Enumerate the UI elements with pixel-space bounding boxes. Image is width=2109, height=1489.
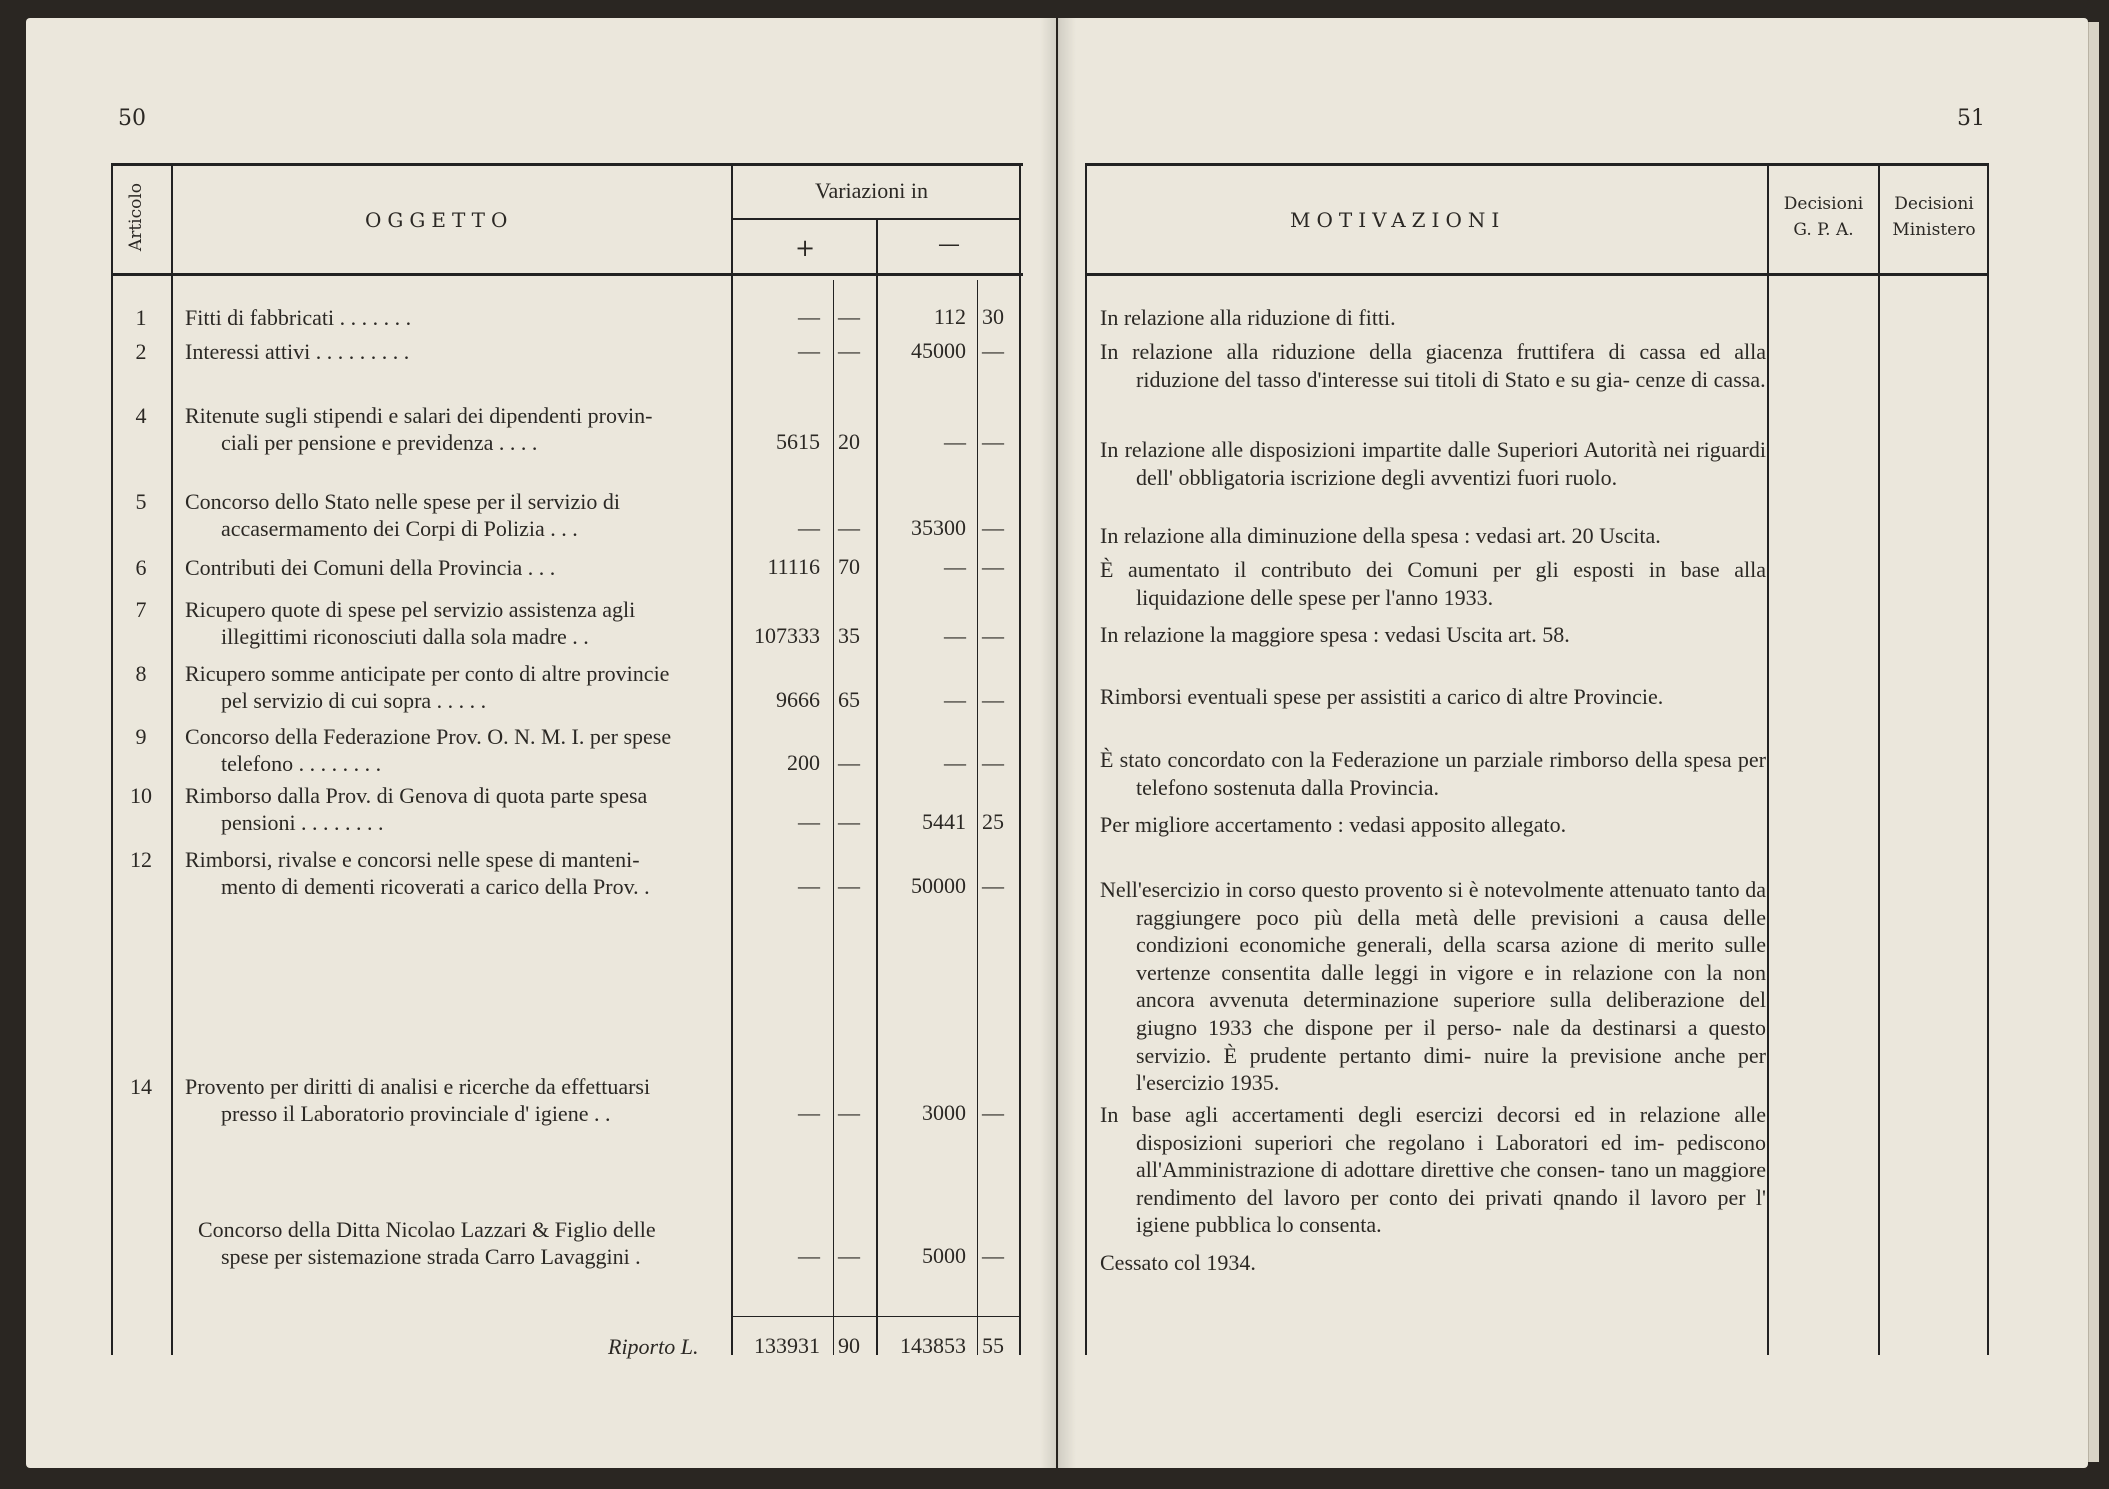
plus-dec-value: — <box>838 338 860 363</box>
minus-dec-value: 30 <box>982 304 1004 329</box>
oggetto-line: presso il Laboratorio provinciale d' igiene . . <box>221 1101 611 1126</box>
oggetto-line: Interessi attivi . . . . . . . . . <box>185 339 410 364</box>
page-number-right: 51 <box>1957 106 1985 131</box>
oggetto-divider <box>731 165 733 1355</box>
plus-dec-value: — <box>838 1100 860 1125</box>
left-table-top-rule <box>111 163 1023 166</box>
minus-int-value: — <box>944 687 966 712</box>
motivazione-text: In relazione alla diminuzione della spesa : vedasi art. 20 Uscita. <box>1100 523 1661 548</box>
oggetto-line: illegittimi riconosciuti dalla sola madre . . <box>221 624 589 649</box>
variazioni-subheader-rule <box>731 218 1019 220</box>
plus-header: + <box>795 234 816 262</box>
riporto-plus-int: 133931 <box>754 1333 820 1358</box>
articolo-number: 10 <box>130 783 152 808</box>
articolo-number: 2 <box>135 339 147 364</box>
minus-dec-value: — <box>982 873 1004 898</box>
riporto-minus-int: 143853 <box>900 1333 966 1358</box>
plus-dec-value: — <box>838 515 860 540</box>
motivazione-paragraph <box>1100 746 1766 801</box>
oggetto-line: Contributi dei Comuni della Provincia . . . <box>185 555 556 580</box>
minus-dec-value: 25 <box>982 809 1004 834</box>
plus-int-value: 9666 <box>776 687 820 712</box>
plus-int-value: — <box>798 338 820 363</box>
left-table-right-border <box>1019 165 1021 1355</box>
motivazione-text: In relazione alle disposizioni impartite dalle Superiori Autorità nei riguardi dell' obbligatoria iscrizione degli avventizi fuori ruolo. <box>1100 437 1766 490</box>
motivazioni-header: MOTIVAZIONI <box>1290 208 1506 232</box>
motivazione-text: In base agli accertamenti degli esercizi decorsi ed in relazione alle disposizioni superiori che regolano i Laboratori ed im- pediscono all'Amministrazione di adottare direttive che consen- tano un maggiore rendimento del lavoro per conto dei privati qnando il lavoro per l' igiene pubblica lo consenta. <box>1100 1102 1766 1238</box>
minus-int-value: 5000 <box>922 1243 966 1268</box>
riporto-plus-dec: 90 <box>838 1333 860 1358</box>
motivazione-paragraph <box>1100 683 1766 711</box>
minus-dec-value: — <box>982 623 1004 648</box>
motivazione-text: Nell'esercizio in corso questo provento si è notevolmente attenuato tanto da raggiungere poco più della metà delle previsioni a causa delle condizioni economiche generali, della scarsa azione di merito sulle vertenze consentita dalle leggi in vigore e in relazione con la non ancora avvenuta determinazione superiore sulla deliberazione del giugno 1933 che dispone per il perso- nale da destinarsi a questo servizio. È prudente pertanto dimi- nuire la previsione anche per l'esercizio 1935. <box>1100 877 1766 1096</box>
plus-dec-value: — <box>838 809 860 834</box>
right-header-bottom-rule <box>1085 273 1989 276</box>
motivazione-paragraph <box>1100 522 1766 550</box>
minus-int-value: — <box>944 429 966 454</box>
oggetto-line: mento di dementi ricoverati a carico della Prov. . <box>221 874 650 899</box>
motivazione-paragraph <box>1100 338 1766 393</box>
oggetto-line: Concorso dello Stato nelle spese per il servizio di <box>185 489 621 514</box>
minus-int-value: — <box>944 750 966 775</box>
motivazione-text: In relazione alla riduzione di fitti. <box>1100 305 1396 330</box>
plus-int-value: 11116 <box>767 554 820 579</box>
book-gutter <box>1040 18 1076 1468</box>
plus-dec-value: 35 <box>838 623 860 648</box>
plus-int-value: 200 <box>787 750 820 775</box>
motivazione-paragraph <box>1100 876 1766 1097</box>
minus-int-value: 35300 <box>911 515 966 540</box>
oggetto-line: telefono . . . . . . . . <box>221 751 382 776</box>
plus-decimal-divider <box>833 280 834 1355</box>
plus-int-value: — <box>798 873 820 898</box>
left-header-bottom-rule <box>111 273 1023 276</box>
plus-dec-value: 65 <box>838 687 860 712</box>
decisioni-gpa-subheader: G. P. A. <box>1793 220 1854 240</box>
minus-dec-value: — <box>982 1100 1004 1125</box>
decisioni-ministero-header: Decisioni <box>1894 194 1974 214</box>
motivazione-text: Rimborsi eventuali spese per assistiti a carico di altre Provincie. <box>1100 684 1664 709</box>
minus-header: — <box>938 232 960 257</box>
decisioni-gpa-header: Decisioni <box>1783 194 1864 214</box>
plus-dec-value: — <box>838 750 860 775</box>
plus-dec-value: — <box>838 1243 860 1268</box>
oggetto-line: Rimborso dalla Prov. di Genova di quota parte spesa <box>185 783 648 808</box>
motivazione-text: Per migliore accertamento : vedasi apposito allegato. <box>1100 812 1567 837</box>
minus-int-value: — <box>944 623 966 648</box>
riporto-minus-dec: 55 <box>982 1333 1004 1358</box>
oggetto-line: Concorso della Ditta Nicolao Lazzari & Figlio delle <box>198 1217 656 1242</box>
minus-dec-value: — <box>982 1243 1004 1268</box>
plus-int-value: — <box>798 1100 820 1125</box>
minus-dec-value: — <box>982 515 1004 540</box>
oggetto-line: Ricupero quote di spese pel servizio assistenza agli <box>185 597 636 622</box>
articolo-number: 6 <box>135 555 147 580</box>
plus-int-value: — <box>798 809 820 834</box>
minus-dec-value: — <box>982 750 1004 775</box>
riporto-label: Riporto L. <box>608 1334 699 1359</box>
right-table-top-rule <box>1085 163 1989 166</box>
articolo-divider <box>171 165 173 1355</box>
articolo-header: Articolo <box>126 182 146 252</box>
plus-dec-value: — <box>838 304 860 329</box>
articolo-number: 12 <box>130 847 152 872</box>
plus-int-value: 107333 <box>754 623 820 648</box>
plus-minus-divider <box>876 220 878 1355</box>
plus-dec-value: 20 <box>838 429 860 454</box>
motivazione-text: In relazione la maggiore spesa : vedasi Uscita art. 58. <box>1100 622 1570 647</box>
page-number-left: 50 <box>118 106 146 131</box>
decisioni-ministero-subheader: Ministero <box>1892 220 1976 240</box>
minus-dec-value: — <box>982 338 1004 363</box>
motivazione-paragraph <box>1100 1101 1766 1239</box>
oggetto-line: Ricupero somme anticipate per conto di altre provincie <box>185 661 670 686</box>
plus-dec-value: 70 <box>838 554 860 579</box>
articolo-number: 5 <box>135 489 147 514</box>
motivazione-paragraph <box>1100 556 1766 611</box>
motivazione-text: Cessato col 1934. <box>1100 1250 1256 1275</box>
motivazione-paragraph <box>1100 621 1766 649</box>
articolo-number: 14 <box>130 1074 152 1099</box>
page-edge <box>2088 22 2099 1462</box>
right-table-right-border <box>1987 165 1989 1355</box>
minus-dec-value: — <box>982 554 1004 579</box>
motivazione-text: È aumentato il contributo dei Comuni per gli esposti in base alla liquidazione delle spese per l'anno 1933. <box>1100 557 1766 610</box>
plus-dec-value: — <box>838 873 860 898</box>
right-table-left-border <box>1085 165 1087 1355</box>
oggetto-line: Fitti di fabbricati . . . . . . . <box>185 305 412 330</box>
minus-int-value: 112 <box>933 304 966 329</box>
plus-int-value: — <box>798 304 820 329</box>
oggetto-line: pel servizio di cui sopra . . . . . <box>221 688 487 713</box>
oggetto-line: Rimborsi, rivalse e concorsi nelle spese di manteni- <box>185 847 640 872</box>
minus-dec-value: — <box>982 687 1004 712</box>
oggetto-line: Concorso della Federazione Prov. O. N. M. I. per spese <box>185 724 672 749</box>
oggetto-line: spese per sistemazione strada Carro Lavaggini . <box>221 1244 641 1269</box>
motivazione-paragraph <box>1100 811 1766 839</box>
articolo-number: 8 <box>135 661 147 686</box>
articolo-number: 9 <box>135 724 147 749</box>
variazioni-header: Variazioni in <box>815 178 929 203</box>
riporto-rule <box>731 1316 1019 1317</box>
minus-int-value: 50000 <box>911 873 966 898</box>
articolo-number: 1 <box>135 305 147 330</box>
oggetto-line: ciali per pensione e previdenza . . . . <box>221 430 538 455</box>
oggetto-line: pensioni . . . . . . . . <box>221 810 384 835</box>
minus-int-value: 3000 <box>922 1100 966 1125</box>
minus-int-value: 45000 <box>911 338 966 363</box>
oggetto-header: OGGETTO <box>365 208 514 232</box>
motivazione-text: In relazione alla riduzione della giacenza fruttifera di cassa ed alla riduzione del tasso d'interesse sui titoli di Stato e su gia- cenze di cassa. <box>1100 339 1766 392</box>
plus-int-value: 5615 <box>776 429 820 454</box>
plus-int-value: — <box>798 515 820 540</box>
minus-int-value: — <box>944 554 966 579</box>
articolo-number: 7 <box>135 597 147 622</box>
oggetto-line: Ritenute sugli stipendi e salari dei dipendenti provin- <box>185 403 653 428</box>
motivazione-paragraph <box>1100 304 1766 332</box>
articolo-number: 4 <box>135 403 147 428</box>
oggetto-line: accasermamento dei Corpi di Polizia . . . <box>221 516 578 541</box>
plus-int-value: — <box>798 1243 820 1268</box>
minus-dec-value: — <box>982 429 1004 454</box>
minus-int-value: 5441 <box>922 809 966 834</box>
oggetto-line: Provento per diritti di analisi e ricerche da effettuarsi <box>185 1074 651 1099</box>
motivazione-text: È stato concordato con la Federazione un parziale rimborso della spesa per telefono sostenuta dalla Provincia. <box>1100 747 1766 800</box>
motivazione-paragraph <box>1100 436 1766 491</box>
motivazione-paragraph <box>1100 1249 1766 1277</box>
motivazioni-divider <box>1767 165 1769 1355</box>
decisioni-divider <box>1878 165 1880 1355</box>
minus-decimal-divider <box>977 280 978 1355</box>
